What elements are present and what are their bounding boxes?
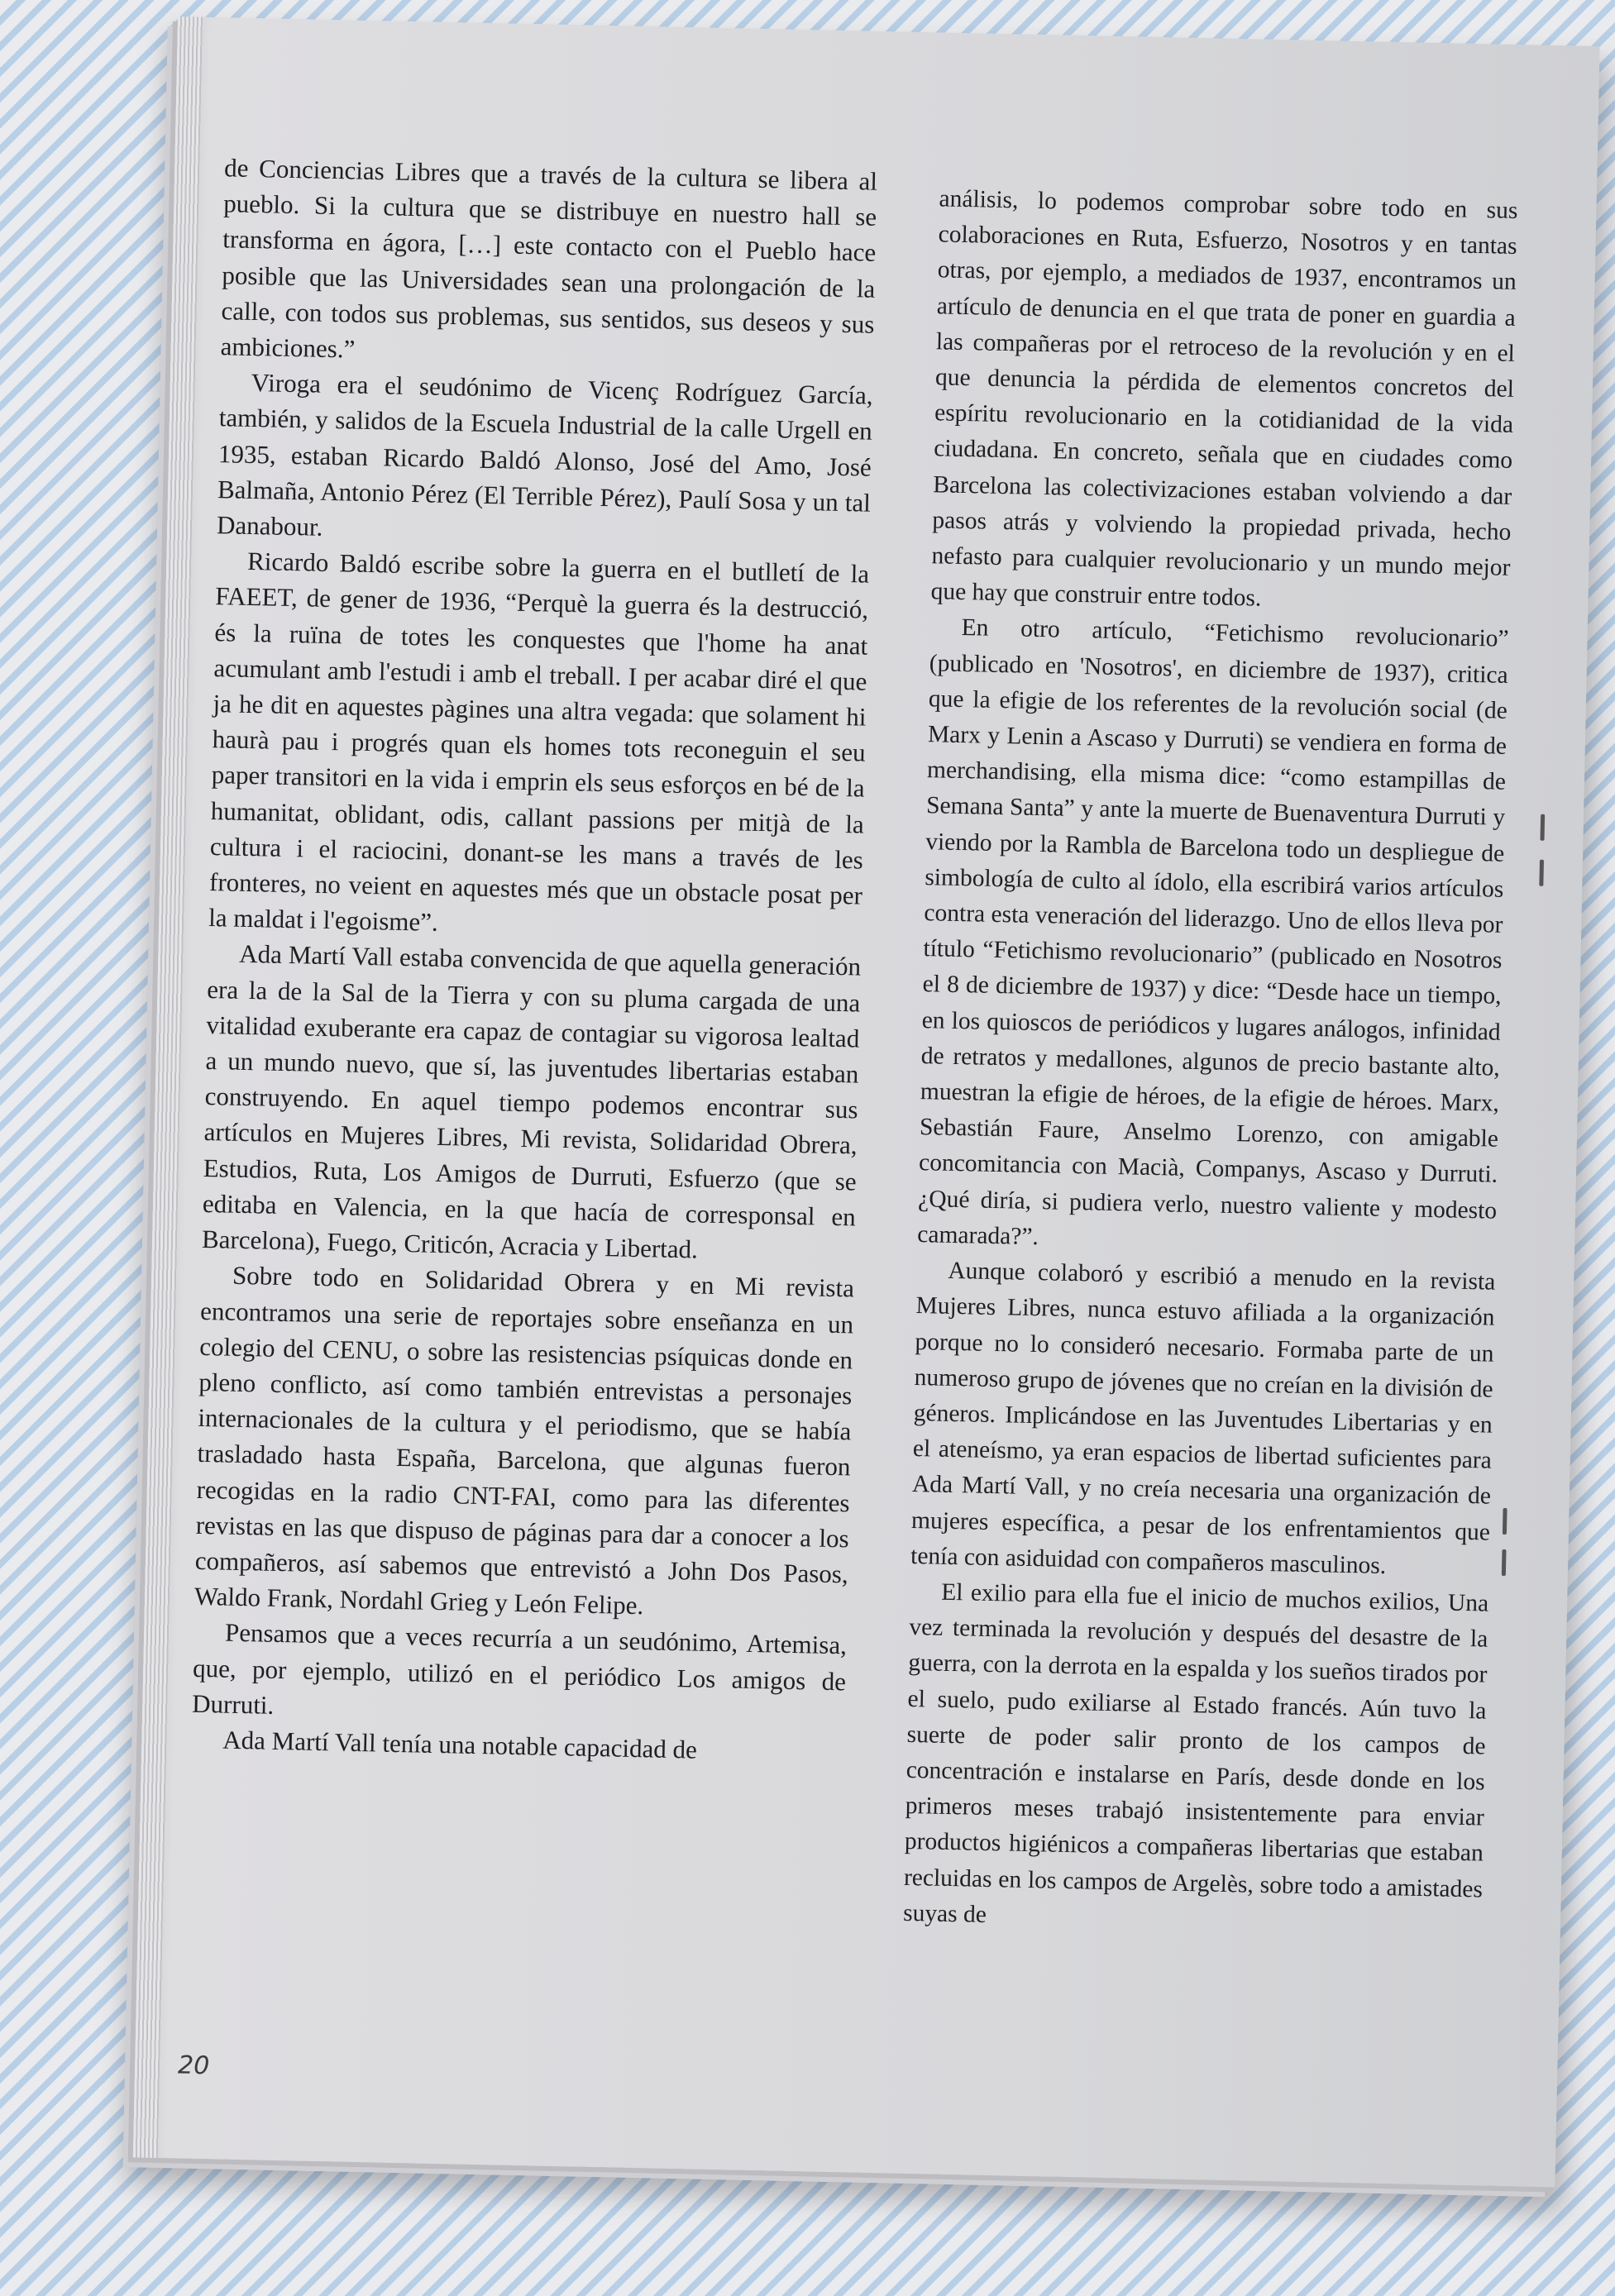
right-column <box>903 181 1518 1943</box>
left-paragraph: Ada Martí Vall tenía una notable capacidad de <box>222 1725 698 1764</box>
book-page <box>133 17 1600 2187</box>
left-column <box>191 150 878 1770</box>
left-paragraph: Pensamos que a veces recurría a un seudónimo, Artemisa, que, por ejemplo, utilizó en el periódico Los amigos de Durruti. <box>191 1617 848 1720</box>
page-number: 20 <box>177 2050 210 2081</box>
left-paragraph: Ricardo Baldó escribe sobre la guerra en el butlletí de la FAEET, de gener de 1936, “Perquè la guerra és la destrucció, és la ruïna de totes les conquestes que l'home ha anat acumulant amb l'estudi i amb el treball. I per acabar diré el que ja he dit en aquestes pàgines una altra vegada: que solament hi haurà pau i progrés quan els homes tots reconeguin el seu paper transitori en la vida i emprin els seus esforços en bé de la humanitat, oblidant, odis, callant passions per mitjà de la cultura i el raciocini, donant-se les mans a través de les fronteres, no veient en aquestes més que un obstacle posat per la maldat i l'egoisme”. <box>208 547 870 938</box>
right-paragraph: Aunque colaboró y escribió a menudo en la revista Mujeres Libres, nunca estuvo afiliada a la organización porque no lo consideró necesario. Formaba parte de un numeroso grupo de jóvenes que no creían en la división de géneros. Implicándose en las Juventudes Libertarias y en el ateneísmo, ya eran espacios de libertad suficientes para Ada Martí Vall, y no creía necesaria una organización de mujeres específica, a pesar de los enfrentamientos que tenía con asiduidad con compañeros masculinos. <box>910 1257 1496 1579</box>
margin-pencil-mark <box>1540 814 1545 841</box>
left-paragraph: Viroga era el seudónimo de Vicenç Rodríguez García, también, y salidos de la Escuela Industrial de la calle Urgell en 1935, estaban Ricardo Baldó Alonso, José del Amo, José Balmaña, Antonio Pérez (El Terrible Pérez), Paulí Sosa y un tal Danabour. <box>216 368 873 542</box>
right-paragraph: En otro artículo, “Fetichismo revolucionario” (publicado en 'Nosotros', en diciembre de 1937), critica que la efigie de los referentes de la revolución social (de Marx y Lenin a Ascaso y Durruti) se vendiera en forma de merchandising, ella misma dice: “como estampillas de Semana Santa” y ante la muerte de Buenaventura Durruti y viendo por la Rambla de Barcelona todo un despliegue de simbología de culto al ídolo, ella escribirá varios artículos contra esta veneración del liderazgo. Uno de ellos lleva por título “Fetichismo revolucionario” (publicado en Nosotros el 8 de diciembre de 1937) y dice: “Desde hace un tiempo, en los quioscos de periódicos y lugares análogos, infinidad de retratos y medallones, algunos de precio bastante alto, muestran la efigie de héroes, de la efigie de héroes. Marx, Sebastián Faure, Anselmo Lorenzo, con amigable concomitancia con Macià, Companys, Ascaso y Durruti. ¿Qué diría, si pudiera verlo, nuestro valiente y modesto camarada?”. <box>917 614 1509 1251</box>
left-paragraph: Ada Martí Vall estaba convencida de que aquella generación era la de la Sal de la Tierra y con su pluma cargada de una vitalidad exuberante era capaz de contagiar su vigorosa lealtad a un mundo nuevo, que sí, las juventudes libertarias estaban construyendo. En aquel tiempo podemos encontrar sus artículos en Mujeres Libres, Mi revista, Solidaridad Obrera, Estudios, Ruta, Los Amigos de Durruti, Esfuerzo (que se editaba en Valencia, en la que hacía de corresponsal en Barcelona), Fuego, Criticón, Acracia y Libertad. <box>201 939 862 1264</box>
margin-pencil-mark <box>1503 1508 1507 1535</box>
left-paragraph: Sobre todo en Solidaridad Obrera y en Mi revista encontramos una serie de reportajes sobre enseñanza en un colegio del CENU, o sobre las resistencias psíquicas donde en pleno conflicto, así como también entrevistas a personajes internacionales de la cultura y el periodismo, que se había trasladado hasta España, Barcelona, que algunas fueron recogidas en la radio CNT-FAI, como para las diferentes revistas en las que dispuso de páginas para dar a conocer a los compañeros, así sabemos que entrevistó a John Dos Pasos, Waldo Frank, Nordahl Grieg y León Felipe. <box>194 1261 855 1621</box>
margin-pencil-mark <box>1502 1549 1507 1576</box>
right-paragraph: El exilio para ella fue el inicio de muchos exilios, Una vez terminada la revolución y después del desastre de la guerra, con la derrota en la espalda y los sueños tirados por el suelo, pudo exiliarse al Estado francés. Aún tuvo la suerte de poder salir pronto de los campos de concentración e instalarse en París, desde donde en los primeros meses trabajó insistentemente para enviar productos higiénicos a compañeras libertarias que estaban recluidas en los campos de Argelès, sobre todo a amistades suyas de <box>902 1578 1489 1928</box>
right-paragraph: análisis, lo podemos comprobar sobre todo en sus colaboraciones en Ruta, Esfuerzo, Nosotros y en tantas otras, por ejemplo, a mediados de 1937, encontramos un artículo de denuncia en el que trata de poner en guardia a las compañeras por el retroceso de la revolución y en el que denuncia la pérdida de elementos concretos del espíritu revolucionario en la cotidianidad de la vida ciudadana. En concreto, señala que en ciudades como Barcelona las colectivizaciones estaban volviendo a dar pasos atrás y volviendo la propiedad privada, hecho nefasto para cualquier revolucionario y un mundo mejor que hay que construir entre todos. <box>930 185 1518 612</box>
left-paragraph: de Conciencias Libres que a través de la cultura se libera al pueblo. Si la cultura que se distribuye en nuestro hall se transforma en ágora, […] este contacto con el Pueblo hace posible que las Universidades sean una prolongación de la calle, con todos sus problemas, sus sentidos, sus deseos y sus ambiciones.” <box>220 153 878 364</box>
margin-pencil-mark <box>1539 860 1544 886</box>
